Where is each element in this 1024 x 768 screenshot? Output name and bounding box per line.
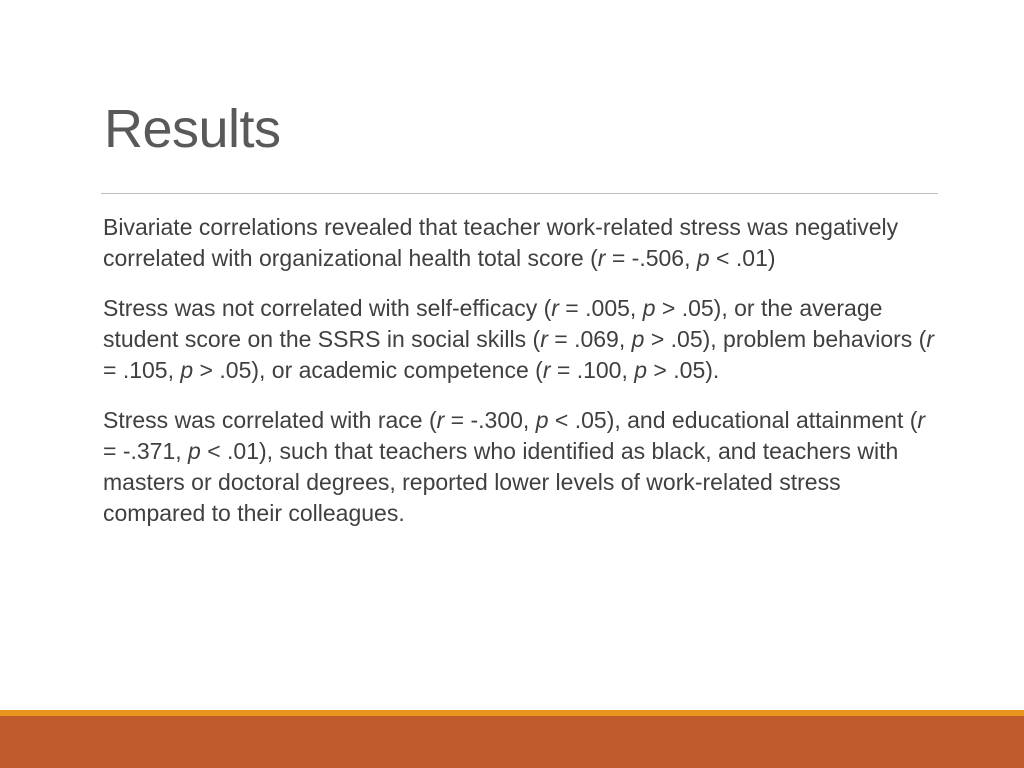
paragraph xyxy=(103,212,943,274)
italic-symbol: r xyxy=(540,326,548,352)
text-run: > .05), or academic competence ( xyxy=(193,357,543,383)
italic-symbol: r xyxy=(551,295,559,321)
footer-band xyxy=(0,716,1024,768)
italic-symbol: p xyxy=(188,438,201,464)
text-run: Stress was not correlated with self-efficacy ( xyxy=(103,295,552,321)
text-run: < .01) xyxy=(709,245,776,271)
italic-symbol: p xyxy=(696,245,710,271)
italic-symbol: p xyxy=(535,407,549,433)
text-run: < .05), and educational attainment ( xyxy=(548,407,918,433)
italic-symbol: p xyxy=(180,357,194,383)
slide-title: Results xyxy=(104,99,281,159)
text-run: = -.506, xyxy=(605,245,697,271)
paragraph xyxy=(103,405,943,529)
paragraph xyxy=(103,293,943,386)
text-run: < .01), such that teachers who identified as black, and teachers with masters or doctoral degrees, reported lower levels of work-related stress compared to their colleagues. xyxy=(103,438,899,526)
text-run: > .05), or the average student score on the SSRS in social skills ( xyxy=(103,295,883,352)
italic-symbol: p xyxy=(631,326,645,352)
text-run: = .100, xyxy=(550,357,635,383)
text-run: > .05), problem behaviors ( xyxy=(644,326,927,352)
text-run: = .105, xyxy=(103,357,181,383)
text-run: > .05). xyxy=(647,357,720,383)
title-divider xyxy=(101,193,938,194)
italic-symbol: r xyxy=(926,326,934,352)
text-run: = -.300, xyxy=(444,407,536,433)
text-run: = .005, xyxy=(558,295,643,321)
italic-symbol: r xyxy=(436,407,445,433)
text-run: Stress was correlated with race ( xyxy=(103,407,437,433)
slide-body xyxy=(103,212,943,548)
text-run: Bivariate correlations revealed that teacher work-related stress was negatively correlated with organizational health total score ( xyxy=(103,214,899,271)
italic-symbol: r xyxy=(597,245,606,271)
italic-symbol: p xyxy=(634,357,648,383)
text-run: = .069, xyxy=(547,326,632,352)
italic-symbol: p xyxy=(642,295,656,321)
text-run: = -.371, xyxy=(103,438,189,464)
italic-symbol: r xyxy=(542,357,551,383)
italic-symbol: r xyxy=(917,407,926,433)
